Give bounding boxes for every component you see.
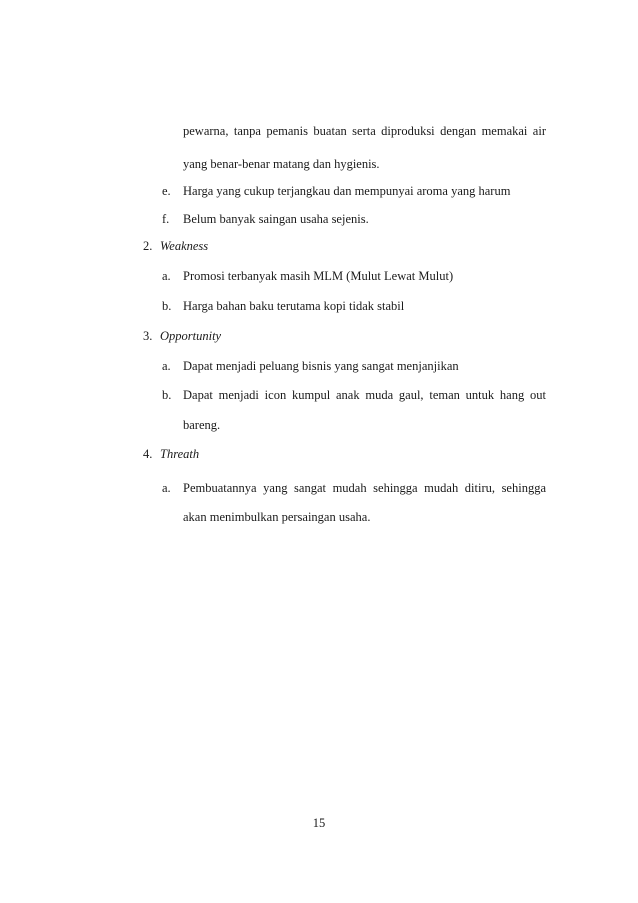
list-item-text: Dapat menjadi icon kumpul anak muda gaul, teman untuk hang out [183,388,546,402]
section-heading: Opportunity [160,329,222,343]
page-number: 15 [312,816,326,830]
list-marker: b. [162,299,172,313]
section-number: 3. [143,329,153,343]
list-marker: a. [162,359,171,373]
list-item-text: Belum banyak saingan usaha sejenis. [183,212,369,226]
section-number: 4. [143,447,153,461]
list-marker: a. [162,269,171,283]
list-marker: b. [162,388,172,402]
list-marker: a. [162,481,171,495]
list-item-continuation: akan menimbulkan persaingan usaha. [183,510,371,524]
continuation-line: yang benar-benar matang dan hygienis. [183,157,380,171]
list-item-text: Harga yang cukup terjangkau dan mempunyai aroma yang harum [183,184,511,198]
list-item-continuation: bareng. [183,418,221,432]
list-marker: f. [162,212,170,226]
list-item-text: Harga bahan baku terutama kopi tidak stabil [183,299,405,313]
section-number: 2. [143,239,153,253]
section-heading: Threath [160,447,200,461]
list-item-text: Pembuatannya yang sangat mudah sehingga mudah ditiru, sehingga [183,481,546,495]
list-marker: e. [162,184,171,198]
list-item-text: Promosi terbanyak masih MLM (Mulut Lewat Mulut) [183,269,454,283]
section-heading: Weakness [160,239,209,253]
list-item-text: Dapat menjadi peluang bisnis yang sangat menjanjikan [183,359,459,373]
continuation-line: pewarna, tanpa pemanis buatan serta diproduksi dengan memakai air [183,124,546,138]
